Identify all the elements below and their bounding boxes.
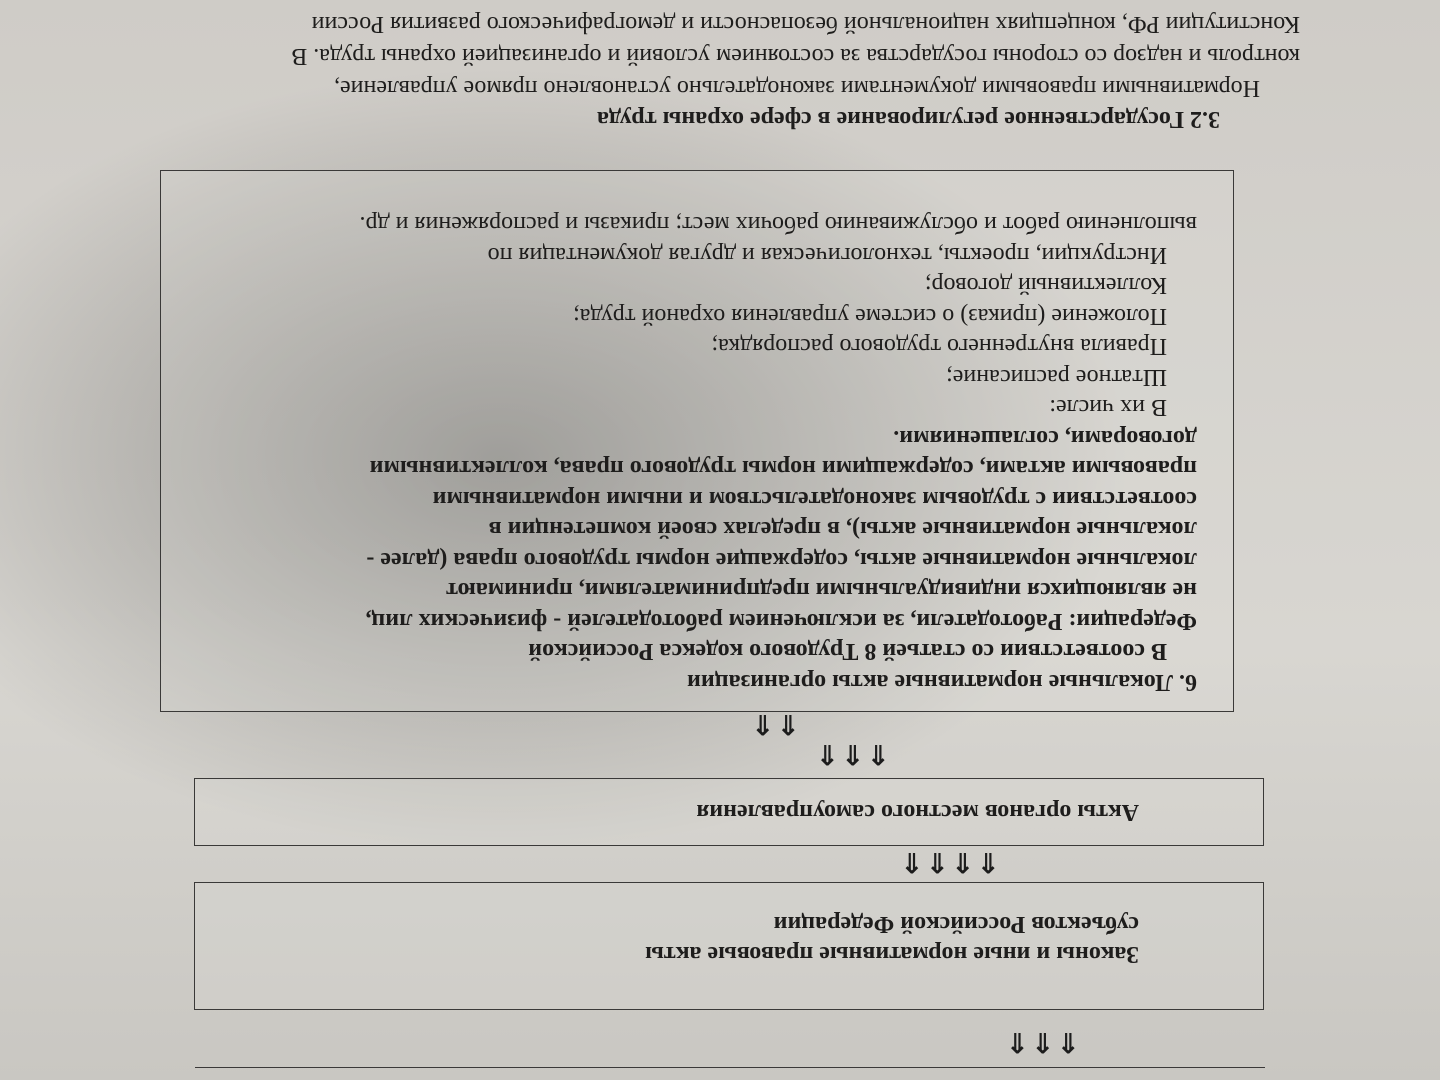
list-item-collective-agreement: Коллективный договор;: [924, 272, 1167, 299]
list-intro: В их числе:: [1049, 394, 1167, 421]
local-acts-line-1: В соответствии со статьей 8 Трудового кодекса Российской: [528, 638, 1167, 665]
local-acts-line-8: договорами, соглашениями.: [893, 425, 1197, 451]
arrows-regions: [1005, 1026, 1080, 1059]
local-government-acts-box: [194, 778, 1264, 846]
local-acts-heading: 6. Локальные нормативные акты организации: [687, 669, 1197, 695]
up-arrow-icon: ⇑: [1056, 1026, 1080, 1059]
section-line-3: Конституции РФ, концепциях национальной безопасности и демографического развития России: [311, 11, 1300, 37]
up-arrow-icon: ⇑: [1005, 1026, 1030, 1059]
arrows-local-acts: [815, 738, 890, 771]
up-arrow-icon: ⇑: [776, 708, 800, 741]
arrows-local-acts-2: [751, 708, 800, 741]
local-acts-line-3: не являющихся индивидуальными предпринимателями, принимают: [446, 577, 1197, 604]
local-acts-line-4: локальные нормативные акты, содержащие нормы трудового права (далее -: [366, 547, 1197, 573]
regional-acts-title-line2: субъектов Российской Федерации: [773, 911, 1139, 937]
section-title: 3.2 Государственное регулирование в сфере охраны труда: [596, 106, 1220, 132]
section-line-1: Нормативными правовыми документами законодательно установлено прямое управление,: [334, 75, 1260, 101]
section-line-2: контроль и надзор со стороны государства за состоянием условий и организацией охраны труда. В: [291, 43, 1300, 69]
regional-acts-title-line1: Законы и иные нормативные правовые акты: [645, 941, 1139, 967]
up-arrow-icon: ⇑: [951, 846, 975, 879]
list-item-safety-regulation: Положение (приказ) о системе управления охраной труда;: [573, 303, 1167, 329]
local-government-acts-title: Акты органов местного самоуправления: [696, 799, 1139, 825]
section-body: [30, 8, 1300, 104]
up-arrow-icon: ⇑: [925, 846, 950, 879]
local-acts-line-6: соответствии с трудовым законодательством и иными нормативными: [432, 486, 1197, 512]
local-acts-line-7: правовыми актами, содержащими нормы трудового права, коллективными: [369, 455, 1197, 482]
separator-line: [195, 1067, 1265, 1068]
regional-acts-box: [194, 882, 1264, 1010]
up-arrow-icon: ⇑: [900, 846, 924, 879]
local-acts-line-2: Федерации: Работодатели, за исключением работодателей - физических лиц,: [365, 608, 1197, 634]
list-item-staffing: Штатное расписание;: [946, 364, 1167, 390]
list-item-internal-rules: Правила внутреннего трудового распорядка;: [711, 333, 1167, 360]
list-item-instructions: Инструкции, проекты, технологическая и другая документация по: [487, 242, 1167, 268]
up-arrow-icon: ⇑: [866, 738, 890, 771]
up-arrow-icon: ⇑: [976, 846, 1000, 879]
local-acts-line-5: локальные нормативные акты), в пределах своей компетенции в: [488, 516, 1197, 543]
up-arrow-icon: ⇑: [1031, 1026, 1055, 1059]
list-item-instructions-continued: выполнению работ и обслуживанию рабочих мест; приказы и распоряжения и др.: [359, 211, 1197, 238]
up-arrow-icon: ⇑: [751, 708, 775, 741]
arrows-local-gov: [900, 846, 1000, 879]
up-arrow-icon: ⇑: [841, 738, 865, 771]
up-arrow-icon: ⇑: [815, 738, 840, 771]
local-normative-acts-box: [160, 170, 1234, 712]
